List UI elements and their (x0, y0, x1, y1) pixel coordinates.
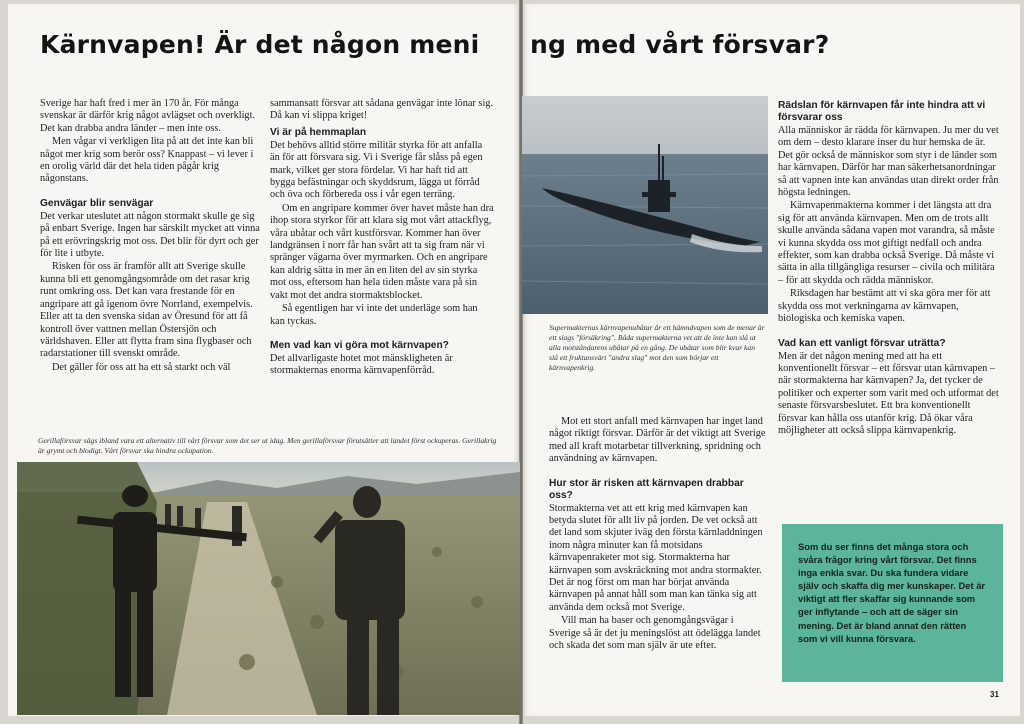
paragraph: Men är det någon mening med att ha ett konventionellt försvar – ett försvar utan kärnvapen – när stormakterna har kärnvapen? Ja, det tycker de politiker och experter som varit med och utformat det senaste försvarsbeslutet. Ett bra konventionellt försvar kan hålla oss utanför krig. Då ökar våra möjligheter att också slippa kärnvapenkrig. (778, 350, 999, 436)
column-1 (40, 98, 262, 375)
column-2 (270, 98, 494, 379)
subheading: Men vad kan vi göra mot kärnvapen? (270, 339, 449, 351)
paragraph: Kärnvapenmakterna kommer i det längsta att dra sig för att använda kärnvapen. Men om de trots allt skulle använda sådana vapen mot varandra, så måste vi kunna skydda oss mot giftigt nedfall och andra effekter, som kan drabba också Sverige. Då måste vi sätta in alla tillgängliga resurser – civila och militära – för att skydda och rädda människor. (778, 200, 995, 286)
headline-right: ng med vårt försvar? (530, 30, 830, 59)
page-number: 31 (990, 690, 999, 699)
subheading: Hur stor är risken att kärnvapen drabbar oss? (549, 477, 744, 501)
paragraph: Det behövs alltid större militär styrka för att anfalla än för att försvara sig. Vi i Sverige får slåss på egen mark, vilket ger stora fördelar. Vi har haft tid att bygga befästningar och skyddsrum, lägga ut förråd och öva och förbereda oss i vår egen terräng. (270, 139, 483, 201)
paragraph: Alla människor är rädda för kärnvapen. Ju mer du vet om dem – desto klarare inser du hur hemska de är. Det gör också de människor som styr i de länder som har kärnvapen. Därför har man säkerhetsanordningar så att vapnen inte kan användas utan direkt order från högsta ledningen. (778, 125, 999, 199)
subheading: Genvägar blir senvägar (40, 197, 154, 209)
subheading: Vad kan ett vanligt försvar uträtta? (778, 337, 946, 349)
submarine-photo (522, 96, 768, 314)
paragraph: sammansatt försvar att sådana genvägar inte lönar sig. Då kan vi slippa kriget! (270, 98, 494, 122)
info-box: Som du ser finns det många stora och svåra frågor kring vårt försvar. Det finns inga enkla svar. Du ska fundera vidare själv och skaffa dig mer kunskaper. Det är viktigt att fler skaffar sig kunnande som ger inflytande – och att de säger sin mening. Det är bland annat den rätten som vi vill kunna försvara. (782, 524, 1003, 682)
paragraph: Det gäller för oss att ha ett så starkt och väl (52, 361, 231, 373)
subheading: Vi är på hemmaplan (270, 126, 367, 138)
paragraph: Sverige har haft fred i mer än 170 år. För många svenskar är därför krig något avlägset och overkligt. Det kan drabba andra länder – men inte oss. (40, 98, 256, 134)
caption-submarine: Supermakternas kärnvapenubåtar är ett hämndvapen som de menar är ett slags "försäkring". Båda supermakterna vet att de inte kan slå ut alla motståndarens ubåtar på en gång. De ubåtar som blir kvar kan slå ett fruktansvärt "andra slag" mot den som börjar ett kärnvapenkrig. (549, 323, 765, 372)
paragraph: Risken för oss är framför allt att Sverige skulle kunna bli ett genomgångsområde om det rasar krig runt omkring oss. Det kan vara frestande för en angripare att gå igenom övre Norrland, exempelvis. Eller att ta den svenska sidan av Öresund för att få kontroll över vattnen mellan Östersjön och världshaven. Eller att flytta fram sina flygbaser och radarstationer till svenskt område. (40, 261, 253, 360)
paragraph: Riksdagen har bestämt att vi ska göra mer för att skydda oss mot verkningarna av kärnvapen, biologiska och kemiska vapen. (778, 288, 991, 325)
paragraph: Det allvarligaste hotet mot mänskligheten är stormakternas enorma kärnvapenförråd. (270, 352, 453, 377)
paragraph: Mot ett stort anfall med kärnvapen har inget land något riktigt försvar. Därför är det viktigt att Sverige med all kraft motarbetar tillverkning, spridning och användning av kärnvapen. (549, 416, 766, 465)
paragraph: Så egentligen har vi inte det underläge som han kan tyckas. (270, 303, 478, 327)
paragraph: Det verkar uteslutet att någon stormakt skulle ge sig på enbart Sverige. Ingen har särskilt mycket att vinna på ett erövringskrig mot oss. Det blir för dyrt och ger för lite i utbyte. (40, 210, 260, 260)
paragraph: Stormakterna vet att ett krig med kärnvapen kan betyda slutet för allt liv på jorden. De vet också att det land som skjuter iväg den första kärnladdningen inom några minuter kan få motsidans kärnvapenraketer mot sig. Stormakterna har kärnvapen som avskräckning mot andra stormakter. Det är nog först om man har börjat använda kärnvapen på annat håll som man kan tänka sig att använda dem också mot Sverige. (549, 502, 763, 613)
guerrilla-photo (17, 462, 520, 715)
paragraph: Vill man ha baser och genomgångsvägar i Sverige så är det ju meningslöst att ödelägga landet och skada det som man själv är ute efter. (549, 615, 761, 652)
subheading: Rädslan för kärnvapen får inte hindra att vi försvarar oss (778, 100, 986, 123)
paragraph: Men vågar vi verkligen lita på att det inte kan bli något mer krig som berör oss? Knappast – vi lever i en orolig värld där det hela tiden pågår krig någonstans. (40, 136, 254, 185)
column-4 (778, 96, 1000, 438)
headline-left: Kärnvapen! Är det någon meni (40, 30, 480, 59)
column-3 (549, 416, 767, 654)
paragraph: Om en angripare kommer över havet måste han dra ihop stora styrkor för att klara sig mot vårt attackflyg, våra ubåtar och vårt kustförsvar. Kommer han över landgränsen i norr får han svårt att ta sig fram när vi spränger vägarna över myrmarken. Och en angripare kan aldrig sätta in mer än en liten del av sin styrka mot oss, eftersom han hela tiden måste vara på sin vakt mot det andra stormaktsblocket. (270, 202, 494, 301)
caption-guerrilla: Gerillaförsvar sägs ibland vara ett alternativ till vårt försvar som det ser ut idag. Men gerillaförsvar förutsätter att landet först ockuperas. Gerillakrig är grymt och blodigt. Vårt försvar ska hindra ockupation. (38, 436, 497, 455)
